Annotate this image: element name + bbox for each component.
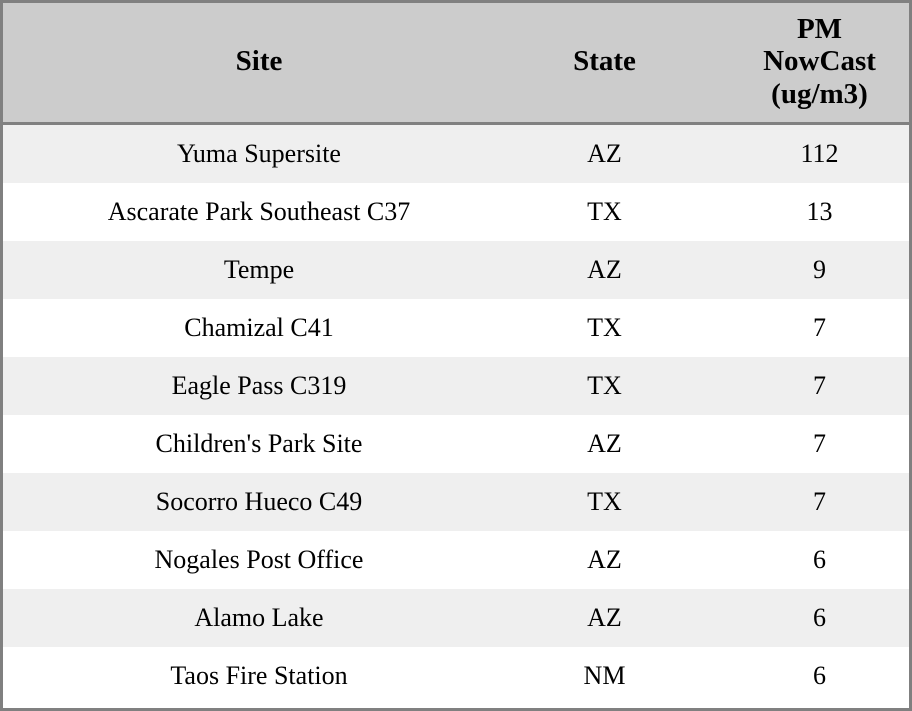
cell-site: Yuma Supersite <box>3 124 515 184</box>
column-header-state <box>515 3 694 124</box>
table-row <box>3 124 912 184</box>
cell-site: Socorro Hueco C49 <box>3 473 515 531</box>
cell-value: 7 <box>694 357 912 415</box>
cell-value: 112 <box>694 124 912 184</box>
cell-value: 6 <box>694 647 912 705</box>
cell-site: Ascarate Park Southeast C37 <box>3 183 515 241</box>
cell-state: NM <box>515 647 694 705</box>
table-header <box>3 3 912 124</box>
cell-state: AZ <box>515 415 694 473</box>
cell-site: Children's Park Site <box>3 415 515 473</box>
table-row <box>3 357 912 415</box>
table-row <box>3 241 912 299</box>
cell-site: Alamo Lake <box>3 589 515 647</box>
cell-value: 13 <box>694 183 912 241</box>
cell-state: TX <box>515 299 694 357</box>
cell-site: Eagle Pass C319 <box>3 357 515 415</box>
table-header-row <box>3 3 912 124</box>
column-header-pm-nowcast-line3: (ug/m3) <box>771 77 868 110</box>
column-header-pm-nowcast-line1: PM <box>796 13 843 45</box>
column-header-site <box>3 3 515 124</box>
table-row <box>3 647 912 705</box>
air-quality-table <box>3 3 912 705</box>
cell-value: 9 <box>694 241 912 299</box>
cell-state: TX <box>515 357 694 415</box>
column-header-pm-nowcast-line2: NowCast <box>763 45 876 78</box>
cell-value: 7 <box>694 415 912 473</box>
cell-value: 6 <box>694 531 912 589</box>
table-row <box>3 415 912 473</box>
table-row <box>3 183 912 241</box>
table-row <box>3 473 912 531</box>
cell-value: 6 <box>694 589 912 647</box>
cell-state: AZ <box>515 124 694 184</box>
column-header-state-label: State <box>573 45 636 78</box>
cell-state: TX <box>515 473 694 531</box>
table-body <box>3 124 912 706</box>
table-row <box>3 299 912 357</box>
cell-site: Taos Fire Station <box>3 647 515 705</box>
cell-site: Chamizal C41 <box>3 299 515 357</box>
cell-state: AZ <box>515 241 694 299</box>
column-header-pm-nowcast <box>694 3 912 124</box>
table-row <box>3 531 912 589</box>
cell-state: TX <box>515 183 694 241</box>
table-row <box>3 589 912 647</box>
cell-state: AZ <box>515 589 694 647</box>
cell-state: AZ <box>515 531 694 589</box>
column-header-site-label: Site <box>235 45 283 78</box>
cell-site: Nogales Post Office <box>3 531 515 589</box>
cell-value: 7 <box>694 299 912 357</box>
cell-value: 7 <box>694 473 912 531</box>
cell-site: Tempe <box>3 241 515 299</box>
